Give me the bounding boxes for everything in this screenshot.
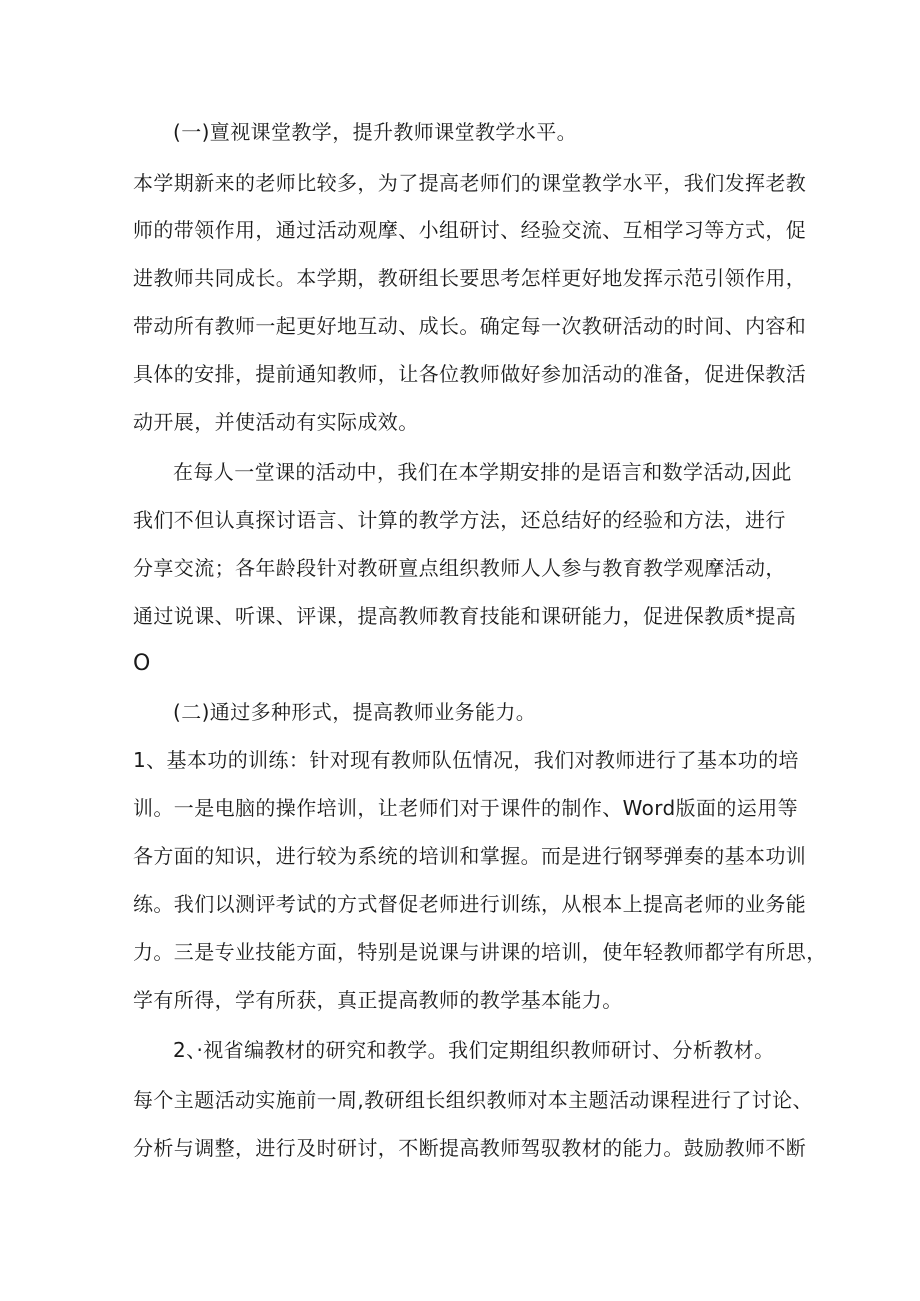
paragraph-line: 训。一是电脑的操作培训，让老师们对于课件的制作、Word版面的运用等 [133,796,799,820]
paragraph-line: 力。三是专业技能方面，特别是说课与讲课的培训，使年轻教师都学有所思， [133,940,827,964]
paragraph-line: 分享交流；各年龄段针对教研亶点组织教师人人参与教育教学观摩活动， [133,556,786,580]
paragraph-line: 我们不但认真探讨语言、计算的教学方法，还总结好的经验和方法，进行 [133,508,786,532]
paragraph-line: 1、基本功的训练：针对现有教师队伍情况，我们对教师进行了基本功的培 [133,748,799,772]
paragraph-line: 进教师共同成长。本学期，教研组长要思考怎样更好地发挥示范引领作用， [133,266,807,290]
paragraph-line: 学有所得，学有所获，真正提高教师的教学基本能力。 [133,988,623,1012]
paragraph-line: 本学期新来的老师比较多，为了提高老师们的课堂教学水平，我们发挥老教 [133,171,807,195]
paragraph-line: O [133,651,151,676]
paragraph-line: 带动所有教师一起更好地互动、成长。确定每一次教研活动的时间、内容和 [133,314,807,338]
paragraph-line: 具体的安排，提前通知教师，让各位教师做好参加活动的准备，促进保教活 [133,362,807,386]
paragraph-line: 练。我们以测评考试的方式督促老师进行训练，从根本上提高老师的业务能 [133,892,807,916]
paragraph-line: 动开展，并使活动有实际成效。 [133,410,419,434]
paragraph-line: 通过说课、听课、评课，提高教师教育技能和课研能力，促进保教质*提高 [133,604,797,628]
section-heading-1: (一)亶视课堂教学，提升教师课堂教学水平。 [173,120,578,144]
paragraph-line: 师的带领作用，通过活动观摩、小组研讨、经验交流、互相学习等方式，促 [133,218,807,242]
paragraph-line: 各方面的知识，进行较为系统的培训和掌握。而是进行钢琴弹奏的基本功训 [133,844,807,868]
paragraph-line: 分析与调整，进行及时研讨，不断提高教师驾驭教材的能力。鼓励教师不断 [133,1136,807,1160]
paragraph-line: 每个主题活动实施前一周,教研组长组织教师对本主题活动课程进行了讨论、 [133,1088,813,1112]
section-heading-2: (二)通过多种形式，提高教师业务能力。 [173,700,537,724]
paragraph-line: 2、·视省编教材的研究和教学。我们定期组织教师研讨、分析教材。 [173,1038,775,1062]
paragraph-line: 在每人一堂课的活动中，我们在本学期安排的是语言和数学活动,因此 [173,460,792,484]
